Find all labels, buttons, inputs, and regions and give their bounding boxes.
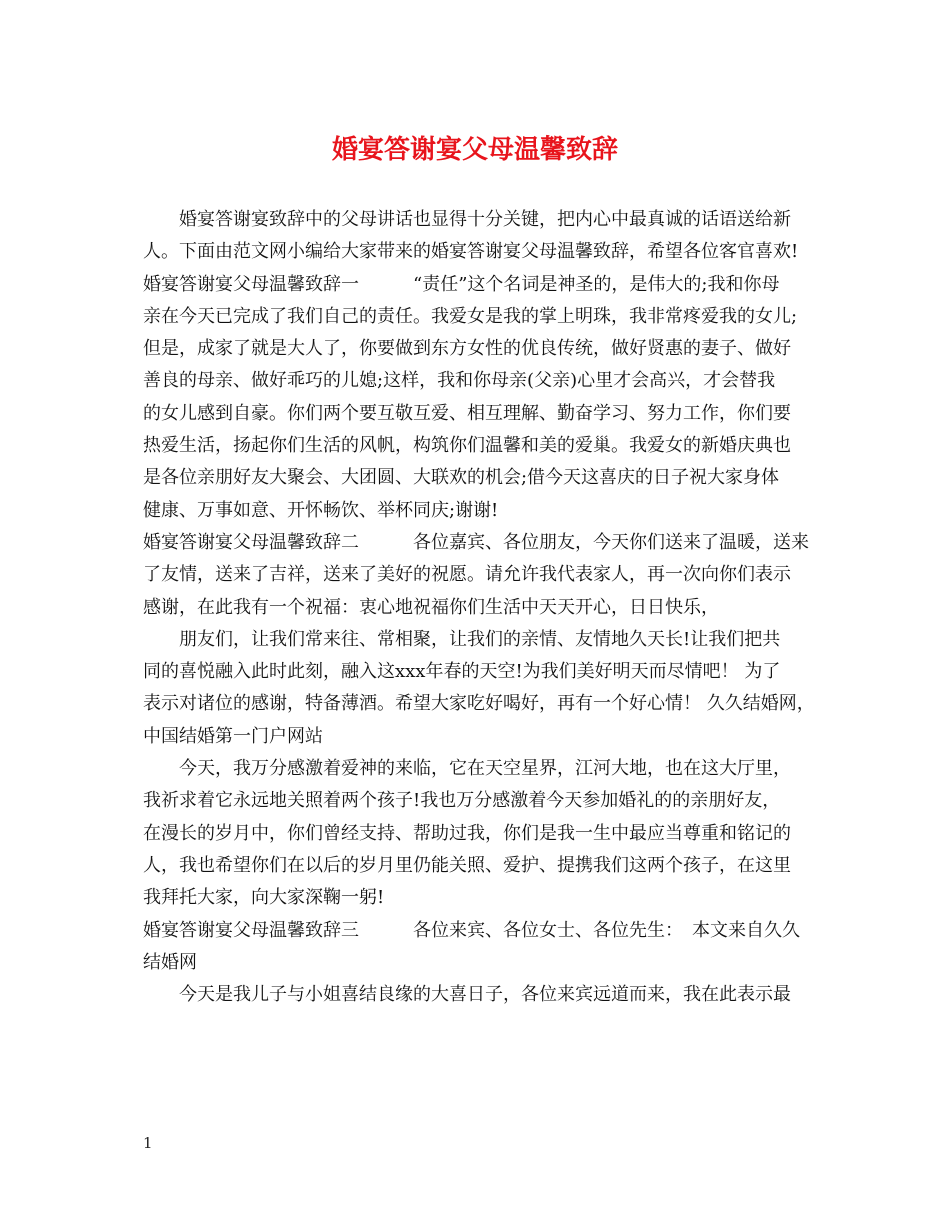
body-line: 表示对诸位的感谢，特备薄酒。希望大家吃好喝好，再有一个好心情！ 久久结婚网， — [143, 693, 815, 715]
body-line: 健康、万事如意、开怀畅饮、举杯同庆;谢谢! — [143, 499, 499, 521]
body-line: 婚宴答谢宴父母温馨致辞三 各位来宾、各位女士、各位先生： 本文来自久久 — [143, 919, 800, 941]
body-line: 婚宴答谢宴父母温馨致辞二 各位嘉宾、各位朋友，今天你们送来了温暖，送来 — [143, 531, 809, 553]
body-line: 结婚网 — [143, 951, 197, 973]
body-line: 婚宴答谢宴父母温馨致辞一 “责任”这个名词是神圣的，是伟大的;我和你母 — [143, 273, 780, 295]
body-line: 我祈求着它永远地关照着两个孩子!我也万分感激着今天参加婚礼的的亲朋好友， — [143, 790, 781, 812]
body-line: 朋友们，让我们常来往、常相聚，让我们的亲情、友情地久天长!让我们把共 — [143, 628, 781, 650]
page-number: 1 — [143, 1134, 153, 1152]
body-line: 中国结婚第一门户网站 — [143, 725, 323, 747]
body-line: 热爱生活，扬起你们生活的风帆，构筑你们温馨和美的爱巢。我爱女的新婚庆典也 — [143, 435, 791, 457]
body-line: 今天是我儿子与小姐喜结良缘的大喜日子，各位来宾远道而来，我在此表示最 — [143, 984, 791, 1006]
body-line: 但是，成家了就是大人了，你要做到东方女性的优良传统，做好贤惠的妻子、做好 — [143, 338, 791, 360]
body-line: 是各位亲朋好友大聚会、大团圆、大联欢的机会;借今天这喜庆的日子祝大家身体 — [143, 467, 780, 489]
body-line: 婚宴答谢宴致辞中的父母讲话也显得十分关键，把内心中最真诚的话语送给新 — [143, 209, 791, 230]
body-line: 我拜托大家，向大家深鞠一躬! — [143, 887, 385, 909]
body-line: 感谢，在此我有一个祝福：衷心地祝福你们生活中天天开心，日日快乐， — [143, 596, 719, 618]
body-line: 人，我也希望你们在以后的岁月里仍能关照、爱护、提携我们这两个孩子，在这里 — [143, 854, 791, 876]
document-title: 婚宴答谢宴父母温馨致辞 — [331, 135, 618, 165]
body-line: 在漫长的岁月中，你们曾经支持、帮助过我，你们是我一生中最应当尊重和铭记的 — [143, 822, 791, 844]
body-line: 人。下面由范文网小编给大家带来的婚宴答谢宴父母温馨致辞，希望各位客官喜欢! — [143, 241, 799, 263]
body-line: 的女儿感到自豪。你们两个要互敬互爱、相互理解、勤奋学习、努力工作，你们要 — [143, 402, 791, 424]
body-line: 同的喜悦融入此时此刻，融入这xxx年春的天空!为我们美好明天而尽情吧！ 为了 — [143, 661, 781, 683]
body-line: 善良的母亲、做好乖巧的儿媳;这样，我和你母亲(父亲)心里才会高兴，才会替我 — [143, 370, 776, 392]
body-line: 亲在今天已完成了我们自己的责任。我爱女是我的掌上明珠，我非常疼爱我的女儿; — [143, 305, 798, 327]
body-line: 今天，我万分感激着爱神的来临，它在天空星界，江河大地，也在这大厅里， — [143, 758, 791, 780]
body-line: 了友情，送来了吉祥，送来了美好的祝愿。请允许我代表家人，再一次向你们表示 — [143, 564, 791, 586]
document-body — [143, 204, 813, 1011]
